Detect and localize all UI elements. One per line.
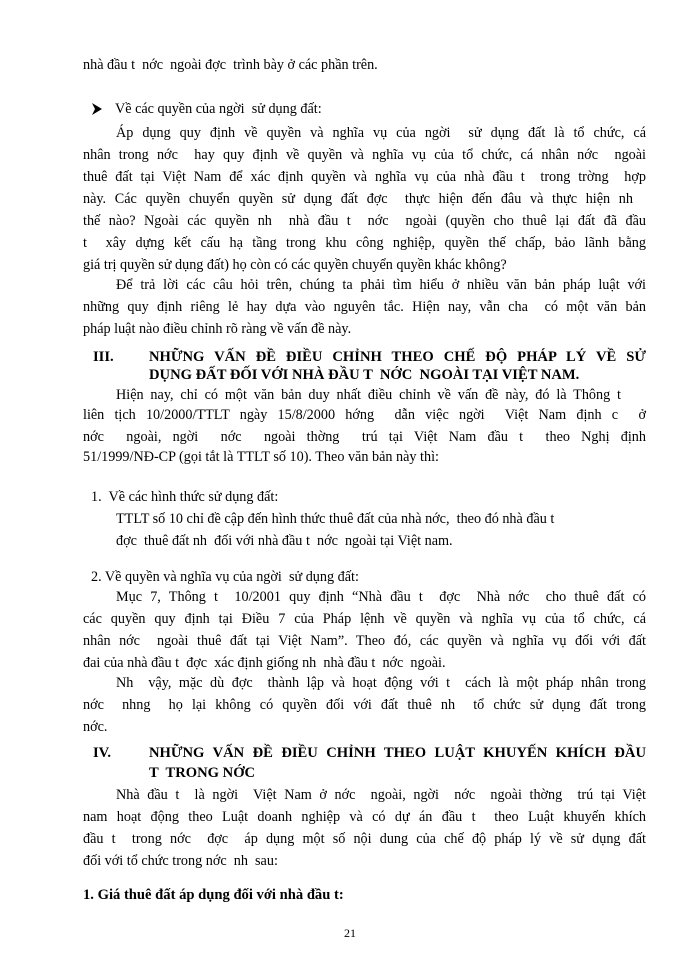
paragraph-line: nhân trong nớc hay quy định về quyền và nghĩa vụ của tổ chức, cá nhân nớc ngoài — [83, 147, 646, 163]
paragraph-line: nam hoạt động theo Luật doanh nghiệp và có dự án đầu t theo Luật khuyến khích — [83, 809, 646, 825]
paragraph-line: Hiện nay, chỉ có một văn bản duy nhất điều chỉnh về vấn đề này, đó là Thông t — [116, 387, 621, 403]
list-item-heading: 1. Về các hình thức sử dụng đất: — [91, 489, 279, 505]
paragraph-line: đai của nhà đầu t đợc xác định giống nh nhà đầu t nớc ngoài. — [83, 655, 446, 671]
paragraph-line: Để trả lời các câu hỏi trên, chúng ta phải tìm hiểu ở nhiều văn bản pháp luật với — [116, 277, 646, 293]
bullet-heading: Về các quyền của ngời sử dụng đất: — [115, 101, 322, 117]
paragraph-line: 51/1999/NĐ-CP (gọi tắt là TTLT số 10). Theo văn bản này thì: — [83, 449, 439, 465]
paragraph-line: nớc. — [83, 719, 108, 735]
paragraph-line: thuê đất tại Việt Nam để xác định quyền và nghĩa vụ của nhà đầu t trong trờng hợp — [83, 169, 646, 185]
paragraph-line: giá trị quyền sử dụng đất) họ còn có các quyền chuyển quyền khác không? — [83, 257, 507, 273]
paragraph-line: này. Các quyền chuyển quyền sử dụng đất đợc thực hiện đến đâu và thực hiện nh — [83, 191, 633, 207]
section-number: IV. — [93, 745, 111, 761]
paragraph-line: các quyền quy định tại Điều 7 của Pháp lệnh về quyền và nghĩa vụ của tổ chức, cá — [83, 611, 646, 627]
section-heading: NHỮNG VẤN ĐỀ ĐIỀU CHỈNH THEO CHẾ ĐỘ PHÁP LÝ VỀ SỬ — [149, 349, 646, 365]
paragraph-line: đợc thuê đất nh đối với nhà đầu t nớc ngoài tại Việt nam. — [116, 533, 453, 549]
paragraph-line: Nh vậy, mặc dù đợc thành lập và hoạt động với t cách là một pháp nhân trong — [116, 675, 646, 691]
paragraph-line: Mục 7, Thông t 10/2001 quy định “Nhà đầu t đợc Nhà nớc cho thuê đất có — [116, 589, 646, 605]
paragraph-line: TTLT số 10 chỉ đề cập đến hình thức thuê đất của nhà nớc, theo đó nhà đầu t — [116, 511, 555, 527]
paragraph-line: những quy định riêng lẻ hay dựa vào nguyên tắc. Hiện nay, vẫn cha có một văn bản — [83, 299, 646, 315]
paragraph-line: t xây dựng kết cấu hạ tầng trong khu công nghiệp, quyền thế chấp, bảo lãnh bằng — [83, 235, 646, 251]
section-heading: T TRONG NỚC — [149, 765, 256, 781]
paragraph-line: pháp luật nào điều chỉnh rõ ràng về vấn đề này. — [83, 321, 352, 337]
paragraph-line: thế nào? Ngoài các quyền nh nhà đầu t nớc ngoài (quyền cho thuê lại đất đã đầu — [83, 213, 646, 229]
paragraph-line: Nhà đầu t là ngời Việt Nam ở nớc ngoài, ngời nớc ngoài thờng trú tại Việt — [116, 787, 646, 803]
section-heading: NHỮNG VẤN ĐỀ ĐIỀU CHỈNH THEO LUẬT KHUYẾN KHÍCH ĐẦU — [149, 745, 646, 761]
list-item-heading: 2. Về quyền và nghĩa vụ của ngời sử dụng đất: — [91, 569, 359, 585]
section-heading: DỤNG ĐẤT ĐỐI VỚI NHÀ ĐẦU T NỚC NGOÀI TẠI VIỆT NAM. — [149, 367, 580, 383]
arrow-bullet-icon — [91, 103, 103, 115]
paragraph-line: nhà đầu t nớc ngoài đợc trình bày ở các phần trên. — [83, 57, 378, 73]
page-number: 21 — [344, 926, 356, 940]
paragraph-line: đối với tổ chức trong nớc nh sau: — [83, 853, 278, 869]
paragraph-line: đầu t trong nớc đợc áp dụng một số nội dung của chế độ pháp lý về sử dụng đất — [83, 831, 646, 847]
paragraph-line: nớc ngoài, ngời nớc ngoài thờng trú tại Việt Nam đầu t theo Nghị định — [83, 429, 646, 445]
paragraph-line: liên tịch 10/2000/TTLT ngày 15/8/2000 hớng dẫn việc ngời Việt Nam định c ở — [83, 407, 646, 423]
paragraph-line: nhân nớc ngoài thuê đất tại Việt Nam”. Theo đó, các quyền và nghĩa vụ đối với đất — [83, 633, 646, 649]
section-number: III. — [93, 349, 114, 365]
paragraph-line: nớc nhng họ lại không có quyền đối với đất thuê nh tổ chức sử dụng đất trong — [83, 697, 646, 713]
paragraph-line: Áp dụng quy định về quyền và nghĩa vụ của ngời sử dụng đất là tổ chức, cá — [116, 125, 646, 141]
subsection-heading: 1. Giá thuê đất áp dụng đối với nhà đầu t: — [83, 887, 344, 903]
